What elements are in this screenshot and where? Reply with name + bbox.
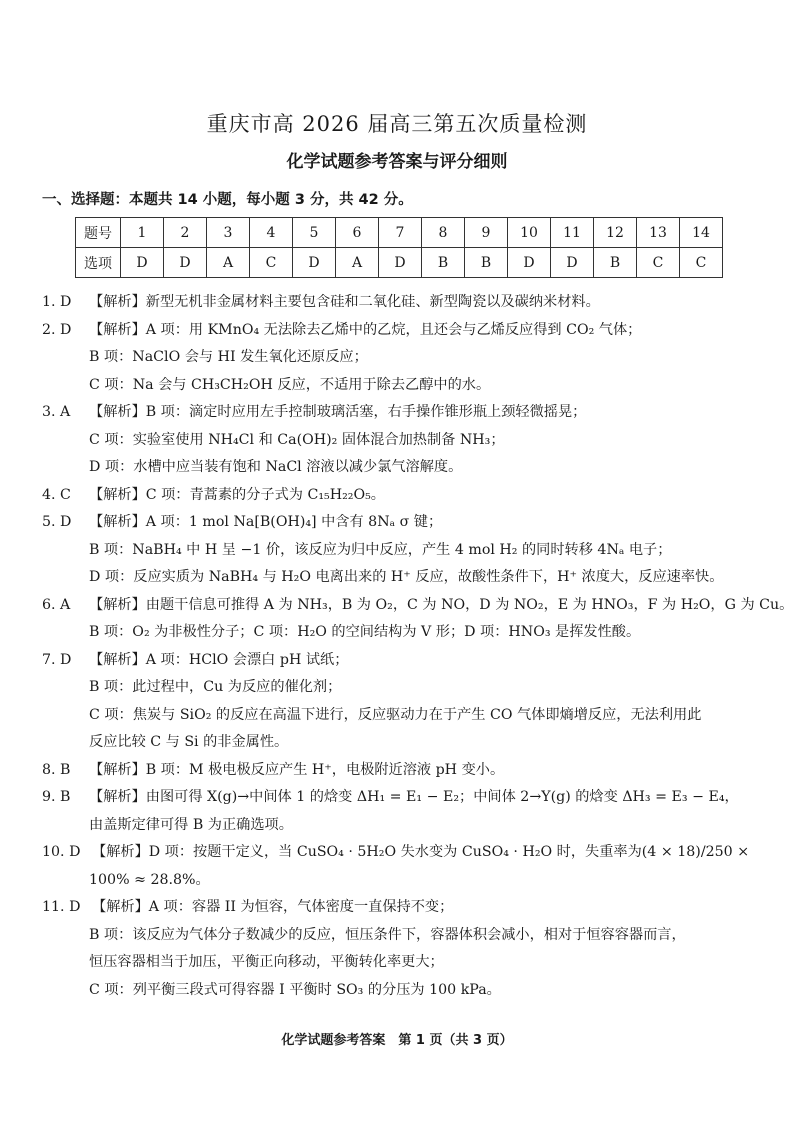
item-number: 11. D	[42, 899, 81, 915]
answer-cell: B	[465, 248, 508, 278]
item-3	[42, 399, 758, 427]
item-text: 【解析】由图可得 X(g)→中间体 1 的焓变 ΔH₁ = E₁ − E₂；中间体 2→Y(g) 的焓变 ΔH₃ = E₃ − E₄，	[89, 789, 739, 805]
question-number: 5	[293, 218, 336, 248]
row-label-answer: 选项	[76, 248, 121, 278]
item-number: 2. D	[42, 321, 72, 338]
question-number: 7	[379, 218, 422, 248]
answer-table	[75, 217, 723, 278]
answer-cell: D	[164, 248, 207, 278]
item-text-line: 由盖斯定律可得 B 为正确选项。	[89, 816, 293, 833]
page-subtitle: 化学试题参考答案与评分细则	[286, 152, 508, 172]
item-2	[42, 317, 758, 345]
question-number: 9	[465, 218, 508, 248]
item-text: 【解析】C 项：青蒿素的分子式为 C₁₅H₂₂O₅。	[89, 486, 385, 503]
explanation-list	[42, 289, 794, 1004]
item-6	[42, 592, 794, 620]
item-number: 3. A	[42, 404, 71, 420]
item-text-line: 恒压容器相当于加压，平衡正向移动，平衡转化率更大；	[89, 954, 444, 970]
question-number: 8	[422, 218, 465, 248]
row-label-number: 题号	[76, 218, 121, 248]
item-text-line: 100% ≈ 28.8%。	[89, 871, 210, 888]
question-number: 3	[207, 218, 250, 248]
answer-cell: C	[250, 248, 293, 278]
item-8	[42, 757, 758, 785]
answer-cell: B	[594, 248, 637, 278]
page-footer: 化学试题参考答案 第 1 页（共 3 页）	[281, 1033, 513, 1048]
answer-cell: D	[379, 248, 422, 278]
question-number: 10	[508, 218, 551, 248]
answer-cell: C	[680, 248, 723, 278]
answer-cell: D	[508, 248, 551, 278]
item-number: 1. D	[42, 294, 72, 310]
item-text: 【解析】A 项：用 KMnO₄ 无法除去乙烯中的乙烷，且还会与乙烯反应得到 CO₂ 气体；	[89, 321, 642, 338]
item-text: 【解析】B 项：M 极电极反应产生 H⁺，电极附近溶液 pH 变小。	[89, 761, 505, 778]
answer-cell: A	[336, 248, 379, 278]
item-text: 【解析】D 项：按题干定义，当 CuSO₄ · 5H₂O 失水变为 CuSO₄ · H₂O 时，失重率为(4 × 18)/250 ×	[92, 844, 750, 860]
question-number: 4	[250, 218, 293, 248]
answer-cell: C	[637, 248, 680, 278]
item-text: 【解析】A 项：1 mol Na[B(OH)₄] 中含有 8Nₐ σ 键；	[89, 514, 443, 530]
item-text-line: B 项：O₂ 为非极性分子；C 项：H₂O 的空间结构为 V 形；D 项：HNO₃ 是挥发性酸。	[89, 624, 641, 640]
item-number: 4. C	[42, 486, 71, 503]
item-number: 7. D	[42, 651, 72, 668]
answer-cell: B	[422, 248, 465, 278]
answer-table-row-answers	[76, 248, 723, 278]
item-text-line: C 项：实验室使用 NH₄Cl 和 Ca(OH)₂ 固体混合加热制备 NH₃；	[89, 431, 505, 448]
item-text-line: B 项：NaClO 会与 HI 发生氧化还原反应；	[89, 349, 368, 365]
item-text-line: D 项：反应实质为 NaBH₄ 与 H₂O 电离出来的 H⁺ 反应，故酸性条件下，H⁺ 浓度大，反应速率快。	[89, 569, 724, 585]
item-text-line: B 项：该反应为气体分子数减少的反应，恒压条件下，容器体积会减小，相对于恒容容器而言，	[89, 926, 686, 943]
item-1	[42, 289, 758, 317]
item-11	[42, 894, 758, 922]
question-number: 13	[637, 218, 680, 248]
item-text-line: B 项：NaBH₄ 中 H 呈 −1 价，该反应为归中反应，产生 4 mol H₂ 的同时转移 4Nₐ 电子；	[89, 541, 672, 558]
item-text-line: C 项：Na 会与 CH₃CH₂OH 反应，不适用于除去乙醇中的水。	[89, 376, 491, 393]
answer-cell: D	[121, 248, 164, 278]
answer-cell: D	[293, 248, 336, 278]
item-text-line: B 项：此过程中，Cu 为反应的催化剂；	[89, 679, 342, 695]
question-number: 12	[594, 218, 637, 248]
item-text: 【解析】A 项：HClO 会漂白 pH 试纸；	[89, 651, 349, 668]
page-title: 重庆市高 2026 届高三第五次质量检测	[206, 112, 588, 136]
item-4	[42, 482, 758, 510]
item-text-line: C 项：焦炭与 SiO₂ 的反应在高温下进行，反应驱动力在于产生 CO 气体即熵增反应，无法利用此	[89, 706, 702, 723]
item-7	[42, 647, 758, 675]
item-text: 【解析】A 项：容器 II 为恒容，气体密度一直保持不变；	[92, 899, 454, 915]
item-text-line: 反应比较 C 与 Si 的非金属性。	[89, 734, 289, 750]
item-text: 【解析】新型无机非金属材料主要包含硅和二氧化硅、新型陶瓷以及碳纳米材料。	[89, 294, 600, 310]
question-number: 1	[121, 218, 164, 248]
answer-table-row-numbers	[76, 218, 723, 248]
item-text-line: D 项：水槽中应当装有饱和 NaCl 溶液以减少氯气溶解度。	[89, 459, 463, 475]
item-text-line: C 项：列平衡三段式可得容器 I 平衡时 SO₃ 的分压为 100 kPa。	[89, 981, 501, 998]
item-9	[42, 784, 758, 812]
item-number: 10. D	[42, 844, 81, 860]
question-number: 6	[336, 218, 379, 248]
section-heading: 一、选择题：本题共 14 小题，每小题 3 分，共 42 分。	[42, 192, 413, 208]
item-text: 【解析】B 项：滴定时应用左手控制玻璃活塞，右手操作锥形瓶上颈轻微摇晃；	[89, 404, 587, 420]
answer-cell: A	[207, 248, 250, 278]
item-text: 【解析】由题干信息可推得 A 为 NH₃，B 为 O₂，C 为 NO，D 为 NO₂，E 为 HNO₃，F 为 H₂O，G 为 Cu。	[89, 596, 794, 613]
item-10	[42, 839, 758, 867]
item-number: 5. D	[42, 514, 72, 530]
answer-cell: D	[551, 248, 594, 278]
question-number: 11	[551, 218, 594, 248]
item-number: 8. B	[42, 761, 71, 778]
item-number: 9. B	[42, 789, 71, 805]
question-number: 14	[680, 218, 723, 248]
item-5	[42, 509, 758, 537]
question-number: 2	[164, 218, 207, 248]
item-number: 6. A	[42, 596, 71, 613]
